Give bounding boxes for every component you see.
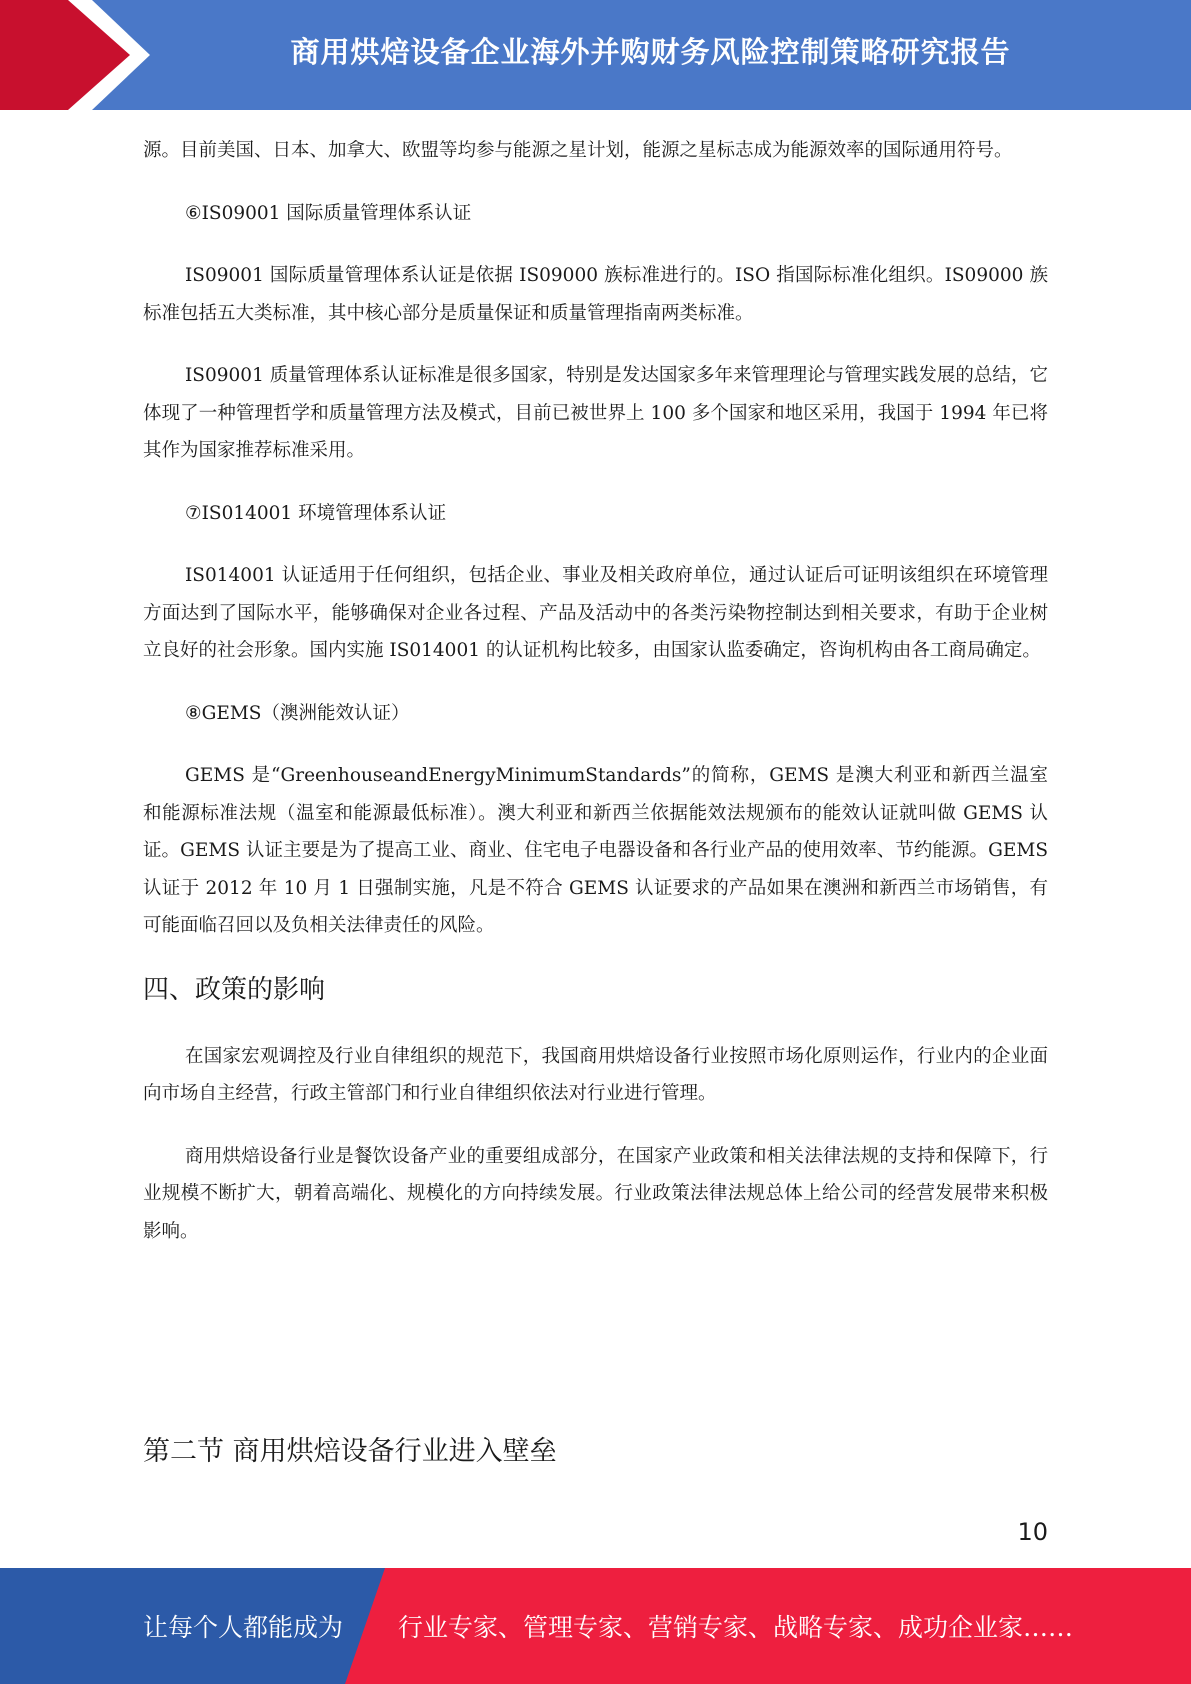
subheading-iso9001: ⑥IS09001 国际质量管理体系认证 — [185, 202, 472, 224]
header-arrow-graphic — [0, 0, 160, 110]
paragraph-iso14001: IS014001 认证适用于任何组织，包括企业、事业及相关政府单位，通过认证后可证明该组织在环境管理方面达到了国际水平，能够确保对企业各过程、产品及活动中的各类污染物控制达到相关要求，有助于企业树立良好的社会形象。国内实施 IS014001 的认证机构比较多，由国家认监委确定，咨询机构由各工商局确定。 — [143, 565, 1048, 661]
paragraph-gems: GEMS 是“GreenhouseandEnergyMinimumStandards”的简称，GEMS 是澳大利亚和新西兰温室和能源标准法规（温室和能源最低标准）。澳大利亚和新西兰依据能效法规颁布的能效认证就叫做 GEMS 认证。GEMS 认证主要是为了提高工业、商业、住宅电子电器设备和各行业产品的使用效率、节约能源。GEMS 认证于 2012 年 10 月 1 日强制实施，凡是不符合 GEMS 认证要求的产品如果在澳洲和新西兰市场销售，有可能面临召回以及负相关法律责任的风险。 — [143, 765, 1048, 936]
paragraph-iso9001-detail: IS09001 质量管理体系认证标准是很多国家，特别是发达国家多年来管理理论与管理实践发展的总结，它体现了一种管理哲学和质量管理方法及模式，目前已被世界上 100 多个国家和地区采用，我国于 1994 年已将其作为国家推荐标准采用。 — [143, 365, 1048, 461]
page-number: 10 — [1017, 1518, 1048, 1546]
report-title: 商用烘焙设备企业海外并购财务风险控制策略研究报告 — [290, 34, 1011, 69]
paragraph-policy-impact-b: 商用烘焙设备行业是餐饮设备产业的重要组成部分，在国家产业政策和相关法律法规的支持和保障下，行业规模不断扩大，朝着高端化、规模化的方向持续发展。行业政策法律法规总体上给公司的经营发展带来积极影响。 — [143, 1145, 1048, 1242]
subheading-gems: ⑧GEMS（澳洲能效认证） — [185, 702, 410, 724]
paragraph-energy-star-continued: 源。目前美国、日本、加拿大、欧盟等均参与能源之星计划，能源之星标志成为能源效率的国际通用符号。 — [143, 140, 1013, 161]
paragraph-iso9001-intro: IS09001 国际质量管理体系认证是依据 IS09000 族标准进行的。ISO 指国际标准化组织。IS09000 族标准包括五大类标准，其中核心部分是质量保证和质量管理指南两类标准。 — [143, 265, 1048, 324]
paragraph-policy-impact-a: 在国家宏观调控及行业自律组织的规范下，我国商用烘焙设备行业按照市场化原则运作，行业内的企业面向市场自主经营，行政主管部门和行业自律组织依法对行业进行管理。 — [143, 1045, 1048, 1104]
section-heading-policy-impact: 四、政策的影响 — [143, 974, 326, 1005]
page-header — [0, 0, 1191, 110]
chapter-heading-entry-barriers: 第二节 商用烘焙设备行业进入壁垒 — [143, 1436, 557, 1467]
page-footer — [0, 1568, 1191, 1684]
subheading-iso14001: ⑦IS014001 环境管理体系认证 — [185, 502, 447, 524]
footer-slogan-left: 让每个人都能成为 — [143, 1613, 344, 1642]
main-content — [143, 132, 1048, 1275]
footer-slogan-right: 行业专家、管理专家、营销专家、战略专家、成功企业家…… — [398, 1613, 1074, 1642]
